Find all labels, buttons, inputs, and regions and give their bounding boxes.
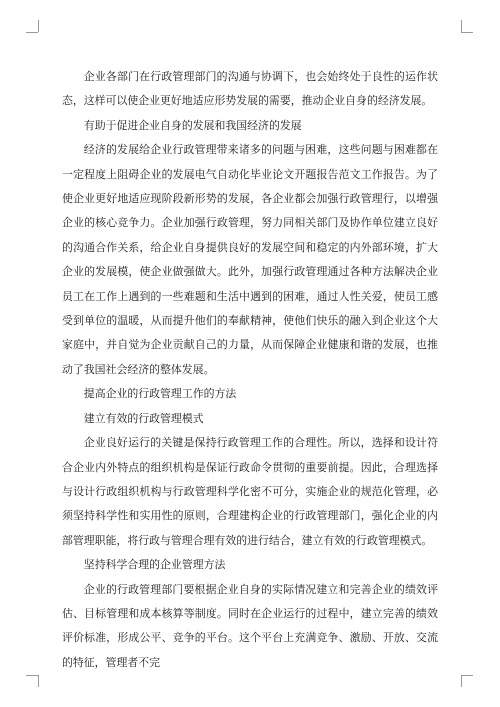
heading-improve-methods: 提高企业的行政管理工作的方法 [83,387,237,401]
paragraph-performance: 企业的行政管理部门要根据企业自身的实际情况建立和完善企业的绩效评估、目标管理和成本核算等制度。同时在企业运行的过程中，建立完善的绩效评价标准，形成公平、竞争的平台。这个平台上充满竞争、激励、开放、交流的特征，管理者不完 [62,582,438,669]
heading-promote-development: 有助于促进企业自身的发展和我国经济的发展 [83,118,302,132]
paragraph-communication: 企业各部门在行政管理部门的沟通与协调下，也会始终处于良性的运作状态，这样可以使企业更好地适应形势发展的需要，推动企业自身的经济发展。 [62,70,438,108]
paragraph-organization: 企业良好运行的关键是保持行政管理工作的合理性。所以，选择和设计符合企业内外特点的组织机构是保证行政命令贯彻的重要前提。因此，合理选择与设计行政组织机构与行政管理科学化密不可分，实施企业的规范化管理，必须坚持科学性和实用性的原则，合理建构企业的行政管理部门，强化企业的内部管理职能，将行政与管理合理有效的进行结合，建立有效的行政管理模式。 [62,436,438,547]
heading-effective-mode: 建立有效的行政管理模式 [83,411,204,425]
paragraph-economic-development: 经济的发展给企业行政管理带来诸多的问题与困难，这些问题与困难都在一定程度上阻碍企业的发展电气自动化毕业论文开题报告范文工作报告。为了使企业更好地适应现阶段新形势的发展，各企业都会加强行政管理行，以增强企业的核心竞争力。企业加强行政管理，努力同相关部门及协作单位建立良好的沟通合作关系，给企业自身提供良好的发展空间和稳定的内外部环境，扩大企业的发展模，使企业做强做大。此外，加强行政管理通过各种方法解决企业员工在工作上遇到的一些难题和生活中遇到的困难，通过人性关爱，使员工感受到单位的温暖，从而提升他们的奉献精神，使他们快乐的融入到企业这个大家庭中，并自觉为企业贡献自己的力量，从而保障企业健康和谐的发展，也推动了我国社会经济的整体发展。 [62,143,438,376]
heading-scientific-methods: 坚持科学合理的企业管理方法 [83,558,226,572]
document-body [62,65,438,675]
